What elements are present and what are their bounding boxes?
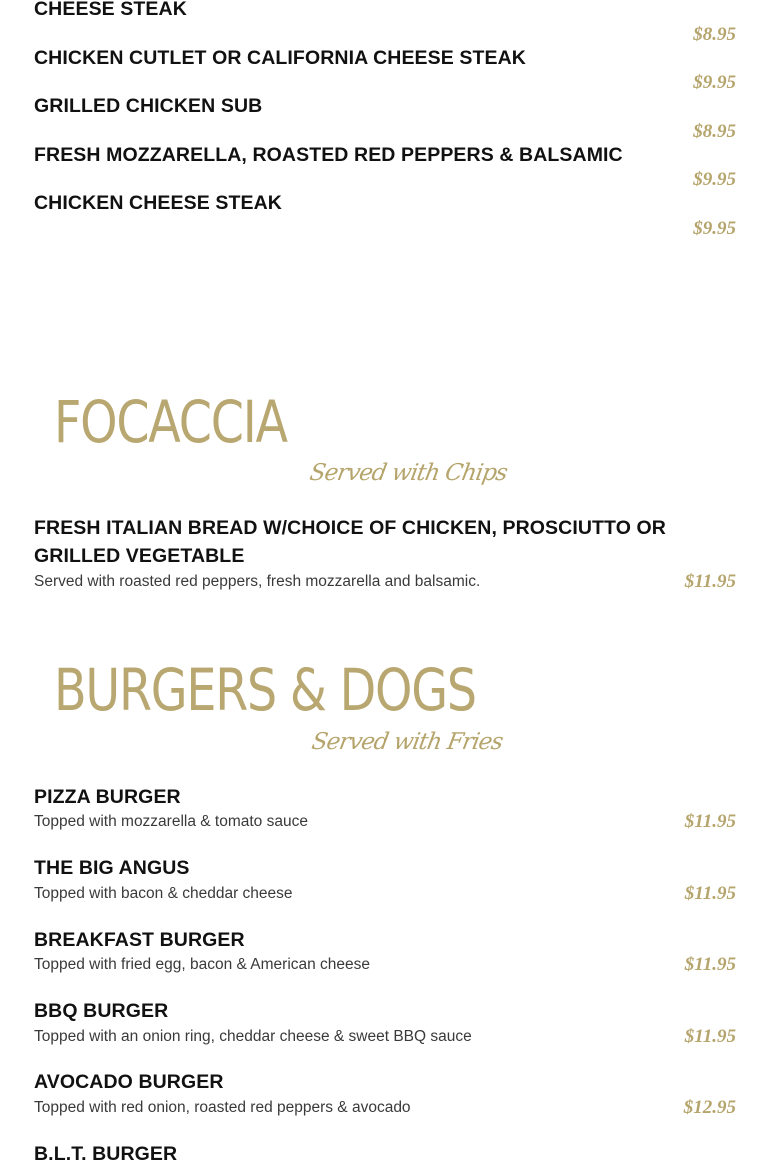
- menu-item-name: B.L.T. BURGER: [34, 1143, 178, 1165]
- menu-item-name: THE BIG ANGUS: [34, 857, 190, 879]
- menu-item-price: $11.95: [684, 811, 736, 832]
- menu-item-price: $9.95: [693, 218, 736, 239]
- menu-item-price: $9.95: [693, 169, 736, 190]
- section-subtitle-burgers: Served with Fries: [309, 729, 505, 755]
- menu-item-description: Topped with fried egg, bacon & American cheese: [34, 956, 371, 973]
- menu-item-name: AVOCADO BURGER: [34, 1071, 224, 1093]
- section-title-focaccia: FOCACCIA: [54, 388, 287, 456]
- menu-item-price: $9.95: [693, 72, 736, 93]
- menu-item-price: $8.95: [693, 24, 736, 45]
- menu-item-name: CHICKEN CUTLET OR CALIFORNIA CHEESE STEAK: [34, 47, 526, 69]
- menu-item-name: CHICKEN CHEESE STEAK: [34, 192, 282, 214]
- menu-item-name: FRESH MOZZARELLA, ROASTED RED PEPPERS & BALSAMIC: [34, 144, 623, 166]
- menu-item-price: $11.95: [684, 954, 736, 975]
- menu-item-description: Topped with an onion ring, cheddar cheese & sweet BBQ sauce: [34, 1028, 472, 1045]
- section-subtitle-focaccia: Served with Chips: [307, 460, 510, 486]
- menu-item-price: $8.95: [693, 121, 736, 142]
- menu-item-name: CHEESE STEAK: [34, 0, 187, 20]
- menu-item-description: Served with roasted red peppers, fresh mozzarella and balsamic.: [34, 573, 481, 590]
- menu-item-description: Topped with red onion, roasted red peppers & avocado: [34, 1099, 411, 1116]
- menu-item-name: GRILLED CHICKEN SUB: [34, 95, 263, 117]
- menu-item-name: BBQ BURGER: [34, 1000, 169, 1022]
- menu-item-name: BREAKFAST BURGER: [34, 929, 245, 951]
- menu-item-price: $12.95: [683, 1097, 736, 1118]
- menu-item-name: FRESH ITALIAN BREAD W/CHOICE OF CHICKEN, PROSCIUTTO OR GRILLED VEGETABLE: [34, 517, 666, 567]
- menu-item-description: Topped with bacon & cheddar cheese: [34, 885, 293, 902]
- menu-item-price: $11.95: [684, 571, 736, 592]
- menu-item-name: PIZZA BURGER: [34, 786, 181, 808]
- menu-item-price: $11.95: [684, 1026, 736, 1047]
- menu-item-price: $11.95: [684, 883, 736, 904]
- section-title-burgers: BURGERS & DOGS: [54, 656, 476, 724]
- menu-item-description: Topped with mozzarella & tomato sauce: [34, 813, 308, 830]
